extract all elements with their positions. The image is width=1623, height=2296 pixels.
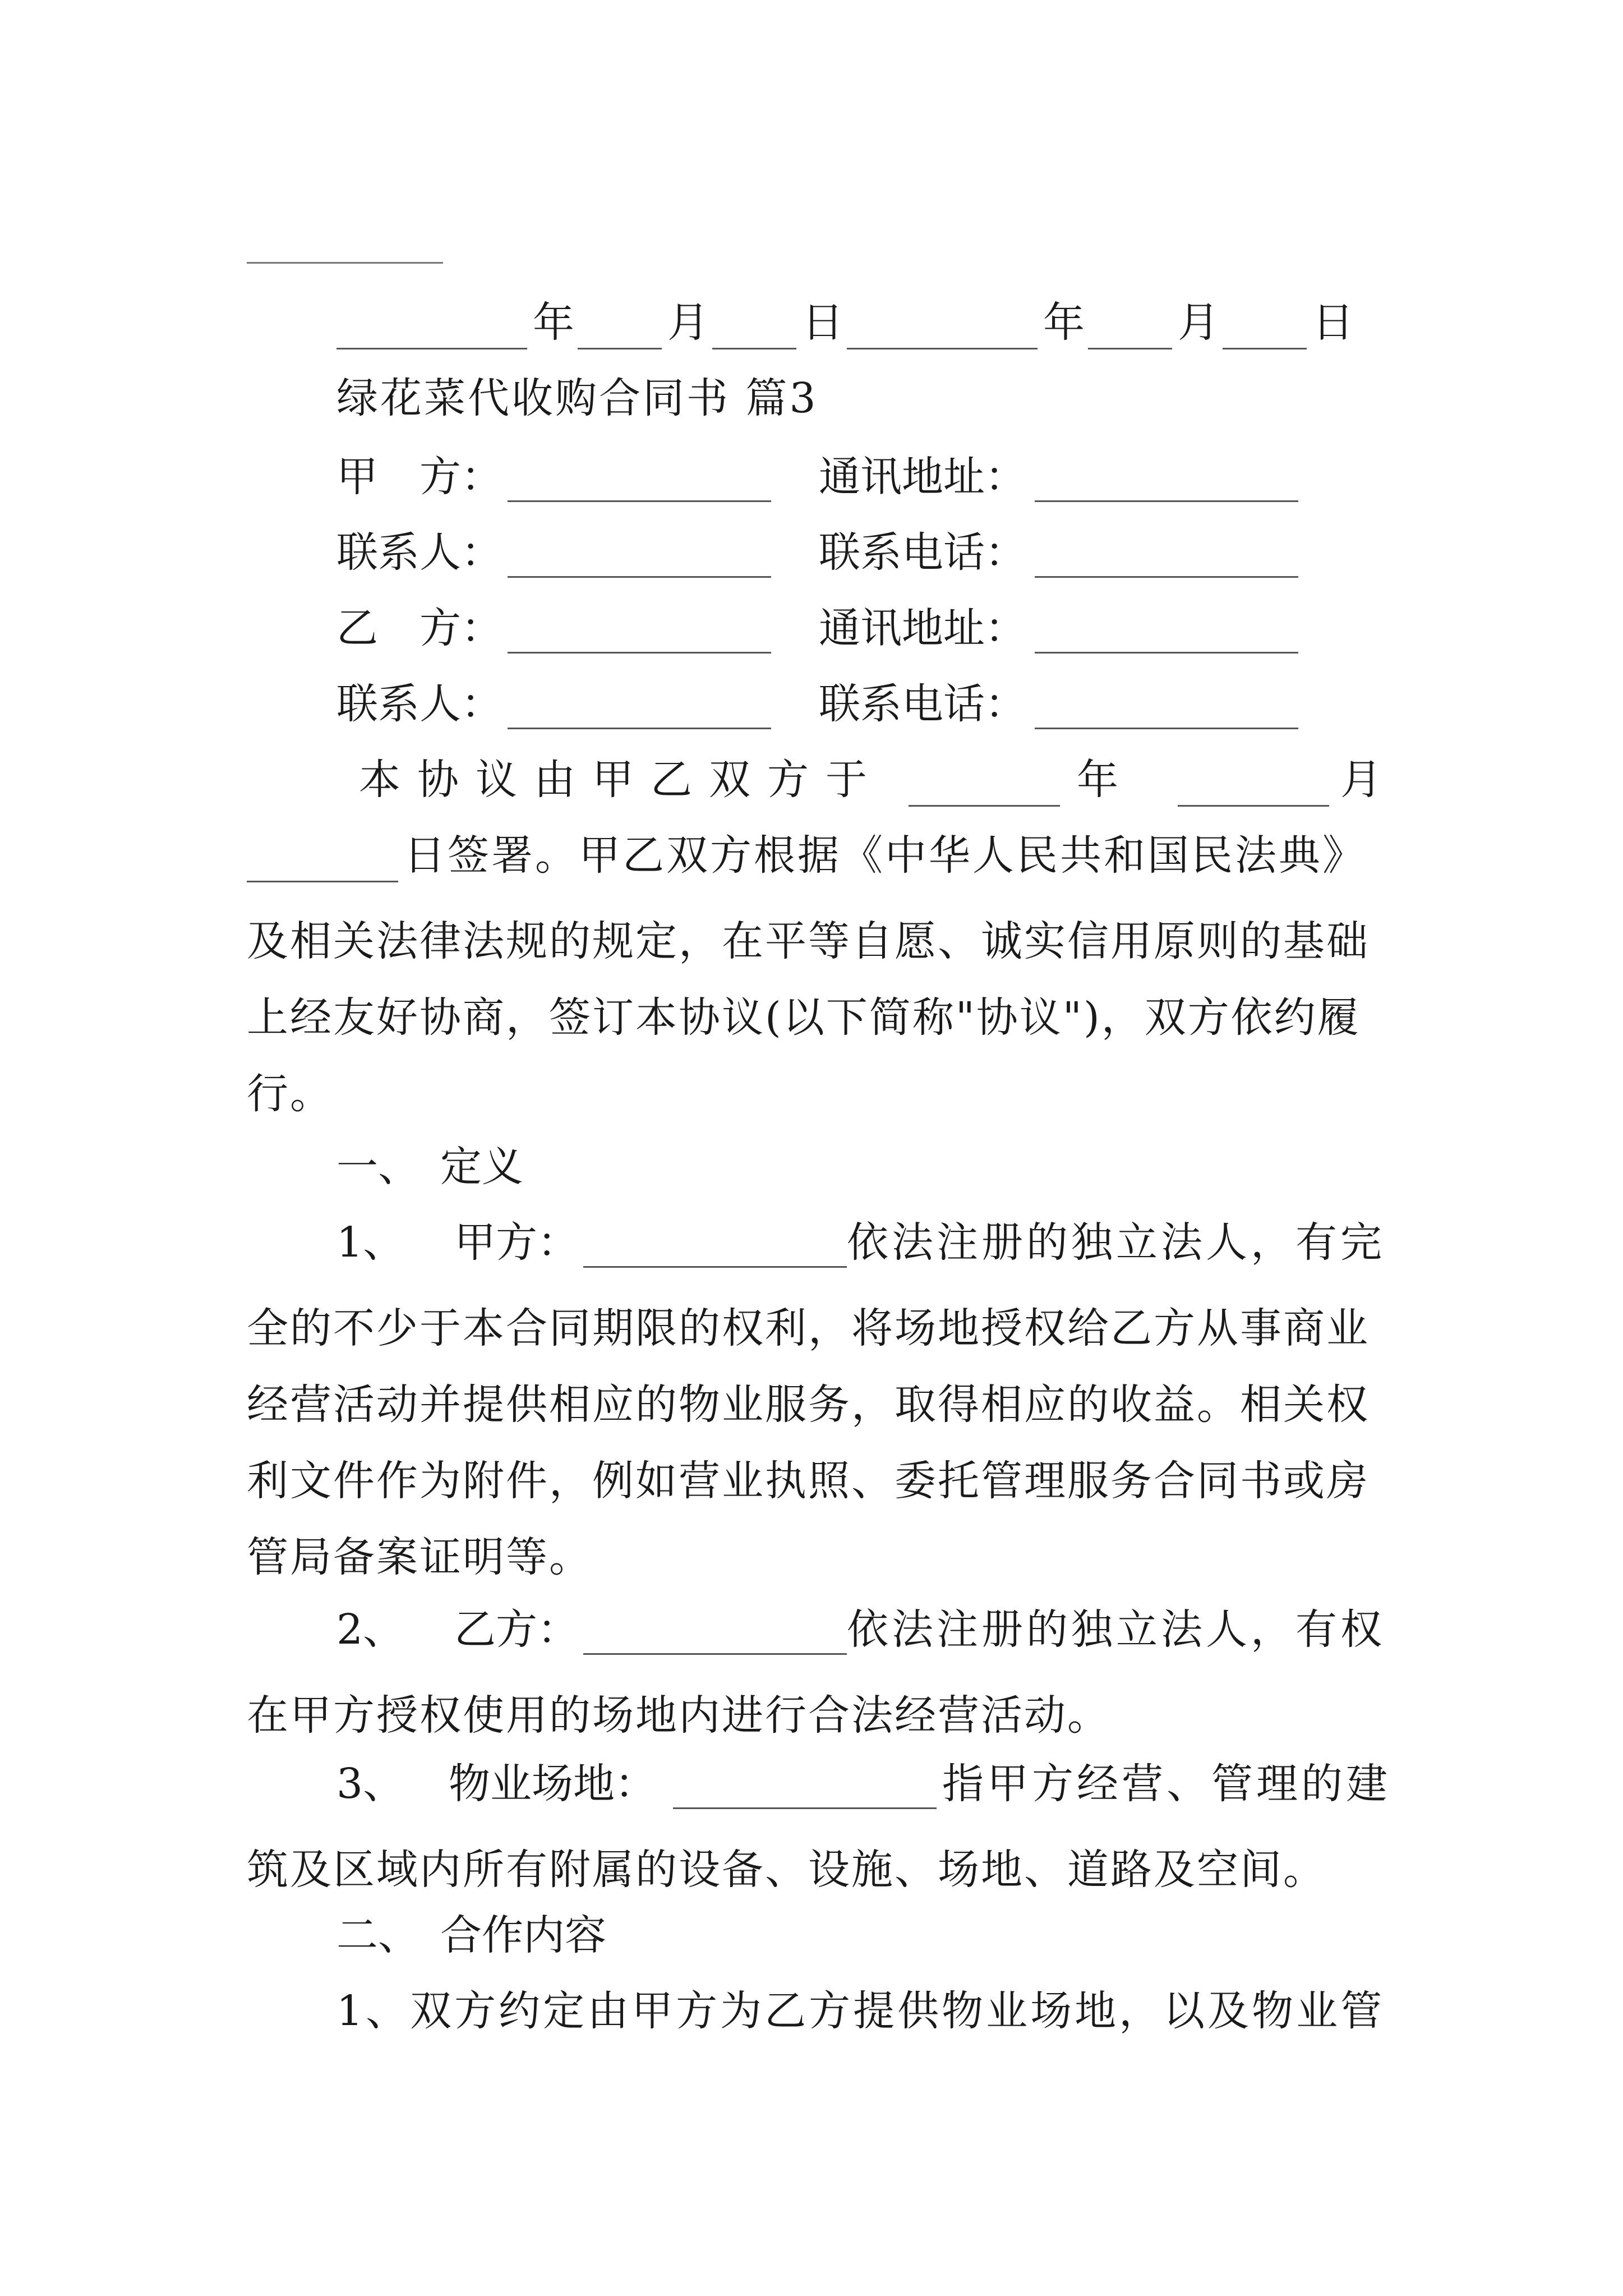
intro-line1: 本协议由甲乙双方于 (359, 756, 884, 804)
intro-blank-day (247, 881, 398, 882)
item1-line3: 经营活动并提供相应的物业服务，取得相应的收益。相关权 (247, 1381, 1370, 1429)
item3-line2: 筑及区域内所有附属的设备、设施、场地、道路及空间。 (247, 1846, 1326, 1894)
party-b-blank (508, 652, 771, 654)
intro-month: 月 (1340, 756, 1382, 804)
intro-blank-year (909, 805, 1060, 807)
blank-day1 (712, 348, 796, 349)
party-a-blank (508, 500, 771, 502)
party-b-phone-label: 联系电话： (819, 680, 1026, 728)
item2-line1-rest: 依法注册的独立法人，有权 (847, 1605, 1385, 1654)
intro-line3: 及相关法律法规的规定，在平等自愿、诚实信用原则的基础 (247, 917, 1370, 965)
party-a-contact-blank (508, 576, 771, 578)
party-b-label: 乙 方： (336, 604, 502, 652)
year2-label: 年 (1043, 298, 1085, 347)
blank-month1 (578, 348, 662, 349)
party-b-phone-blank (1035, 728, 1298, 729)
party-b-address-blank (1035, 652, 1298, 654)
party-a-contact-label: 联系人： (336, 528, 502, 577)
item2-continuation (247, 1677, 1391, 1754)
document-title: 绿花菜代收购合同书 篇3 (336, 374, 818, 422)
item2-blank (583, 1653, 847, 1655)
party-b-contact-label: 联系人： (336, 680, 502, 728)
blank-year2 (847, 348, 1038, 349)
party-a-phone-label: 联系电话： (819, 528, 1026, 577)
party-a-phone-blank (1035, 576, 1298, 578)
top-rule (247, 262, 443, 264)
item1-number: 1、 (336, 1218, 405, 1267)
item2-line2: 在甲方授权使用的场地内进行合法经营活动。 (247, 1691, 1110, 1740)
item1-line1-rest: 依法注册的独立法人，有完 (847, 1218, 1385, 1267)
day2-label: 日 (1312, 298, 1354, 347)
item2-label: 乙方： (454, 1605, 579, 1654)
item3-number: 3、 (336, 1760, 405, 1808)
item1-line2: 全的不少于本合同期限的权利，将场地授权给乙方从事商业 (247, 1304, 1370, 1352)
section1-heading: 一、 定义 (336, 1143, 523, 1191)
intro-line5: 行。 (247, 1070, 333, 1118)
item3-continuation (247, 1832, 1391, 1908)
day1-label: 日 (802, 298, 843, 347)
month2-label: 月 (1178, 298, 1219, 347)
item1-label: 甲方： (454, 1218, 579, 1267)
blank-year1 (336, 348, 527, 349)
item1-line5: 管局备案证明等。 (247, 1533, 592, 1581)
party-b-address-label: 通讯地址： (819, 604, 1026, 652)
intro-year: 年 (1077, 756, 1118, 804)
party-a-address-label: 通讯地址： (819, 453, 1026, 501)
party-a-label: 甲 方： (336, 453, 502, 501)
intro-blank-month (1178, 805, 1329, 807)
intro-line4: 上经友好协商，签订本协议(以下简称"协议")，双方依约履 (247, 993, 1361, 1042)
item2-number: 2、 (336, 1605, 405, 1654)
item1-continuation (247, 1290, 1391, 1595)
item1-line4: 利文件作为附件，例如营业执照、委托管理服务合同书或房 (247, 1457, 1370, 1505)
party-a-address-blank (1035, 500, 1298, 502)
item3-line1-rest: 指甲方经营、管理的建 (942, 1760, 1391, 1808)
item1-blank (583, 1266, 847, 1268)
party-b-contact-blank (508, 728, 771, 729)
blank-month2 (1088, 348, 1172, 349)
year1-label: 年 (533, 298, 574, 347)
item3-label: 物业场地： (449, 1760, 656, 1808)
item3-blank (673, 1807, 937, 1809)
section2-heading: 二、 合作内容 (336, 1911, 606, 1959)
month1-label: 月 (667, 298, 709, 347)
intro-line2: 日签署。甲乙双方根据《中华人民共和国民法典》 (404, 831, 1366, 880)
section2-item1: 1、双方约定由甲方为乙方提供物业场地，以及物业管 (336, 1987, 1385, 2035)
intro-continuation (247, 903, 1391, 1132)
blank-day2 (1223, 348, 1307, 349)
